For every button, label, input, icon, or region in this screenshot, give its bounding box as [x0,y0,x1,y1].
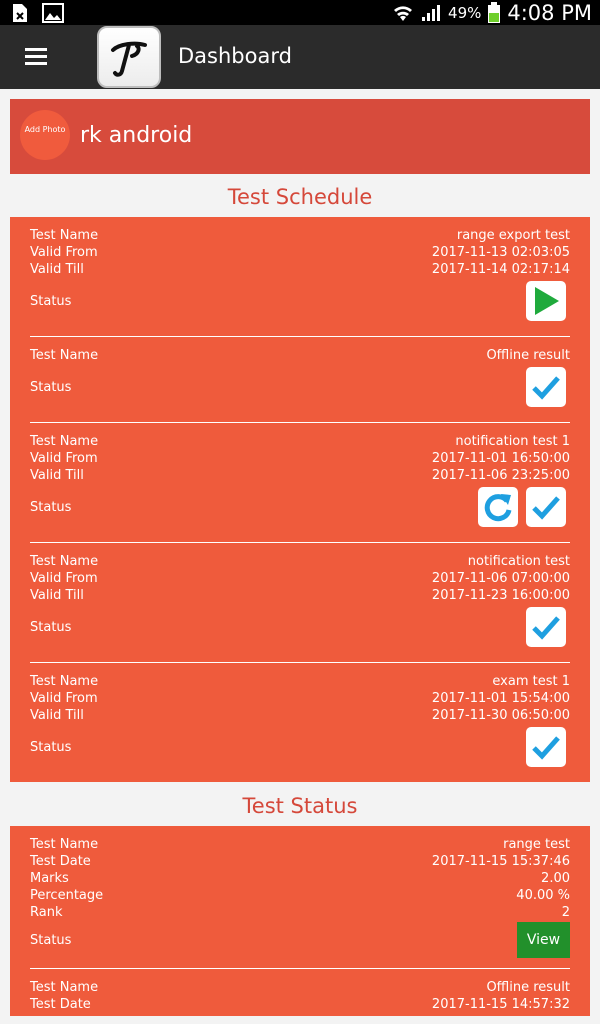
sim-card-icon [10,3,30,23]
app-bar [0,25,600,89]
signal-icon [420,3,442,23]
test-schedule-card [10,217,590,782]
valid-till-row: Valid Till 2017-11-06 23:25:00 [30,468,570,483]
valid-from-row: Valid From 2017-11-01 15:54:00 [30,691,570,706]
percentage-row: Percentage 40.00 % [30,888,570,903]
test-date-row: Test Date 2017-11-15 14:57:32 [30,997,570,1012]
test-status-card [10,826,590,1016]
status-label: Status [30,620,72,635]
test-schedule-title: Test Schedule [227,185,373,209]
status-label: Status [30,380,72,395]
add-photo-avatar[interactable]: Add Photo [20,110,70,160]
divider [30,542,570,543]
test-status-title: Test Status [242,794,358,818]
test-name-row: Test Name range test [30,837,570,852]
valid-from-row: Valid From 2017-11-13 02:03:05 [30,245,570,260]
valid-till-row: Valid Till 2017-11-30 06:50:00 [30,708,570,723]
schedule-item [30,348,570,418]
schedule-item [30,228,570,338]
status-indicators [392,0,592,25]
status-label: Status [30,500,72,515]
status-item [30,980,570,1016]
status-bar [0,0,600,25]
app-logo-icon[interactable] [97,26,161,88]
page-title: Dashboard [178,44,292,68]
divider [30,968,570,969]
valid-till-row: Valid Till 2017-11-23 16:00:00 [30,588,570,603]
valid-from-row: Valid From 2017-11-06 07:00:00 [30,571,570,586]
test-name-row: Test Name exam test 1 [30,674,570,689]
gallery-icon [42,3,64,23]
schedule-item [30,674,570,774]
test-name-row: Test Name notification test [30,554,570,569]
status-item [30,837,570,967]
test-name-row: Test Name Offline result [30,980,570,995]
schedule-item [30,434,570,544]
refresh-icon[interactable] [478,487,518,527]
play-icon[interactable] [526,281,566,321]
check-icon[interactable] [526,727,566,767]
test-name-row: Test Name notification test 1 [30,434,570,449]
valid-from-row: Valid From 2017-11-01 16:50:00 [30,451,570,466]
profile-header [10,99,590,174]
clock: 4:08 PM [507,0,592,25]
status-label: Status [30,933,72,948]
divider [30,336,570,337]
check-icon[interactable] [526,607,566,647]
schedule-item [30,554,570,664]
battery-percent: 49% [448,3,482,22]
check-icon[interactable] [526,487,566,527]
notification-icons [10,3,64,23]
test-name-row: Test Name Offline result [30,348,570,363]
profile-name: rk android [80,123,193,148]
status-label: Status [30,294,72,309]
hamburger-menu-icon[interactable] [25,48,47,66]
wifi-icon [392,3,414,23]
marks-row: Marks 2.00 [30,871,570,886]
valid-till-row: Valid Till 2017-11-14 02:17:14 [30,262,570,277]
divider [30,662,570,663]
view-button[interactable]: View [517,922,570,958]
divider [30,422,570,423]
test-date-row: Test Date 2017-11-15 15:37:46 [30,854,570,869]
battery-icon [487,2,501,24]
rank-row: Rank 2 [30,905,570,920]
check-icon[interactable] [526,367,566,407]
test-name-row: Test Name range export test [30,228,570,243]
status-label: Status [30,740,72,755]
